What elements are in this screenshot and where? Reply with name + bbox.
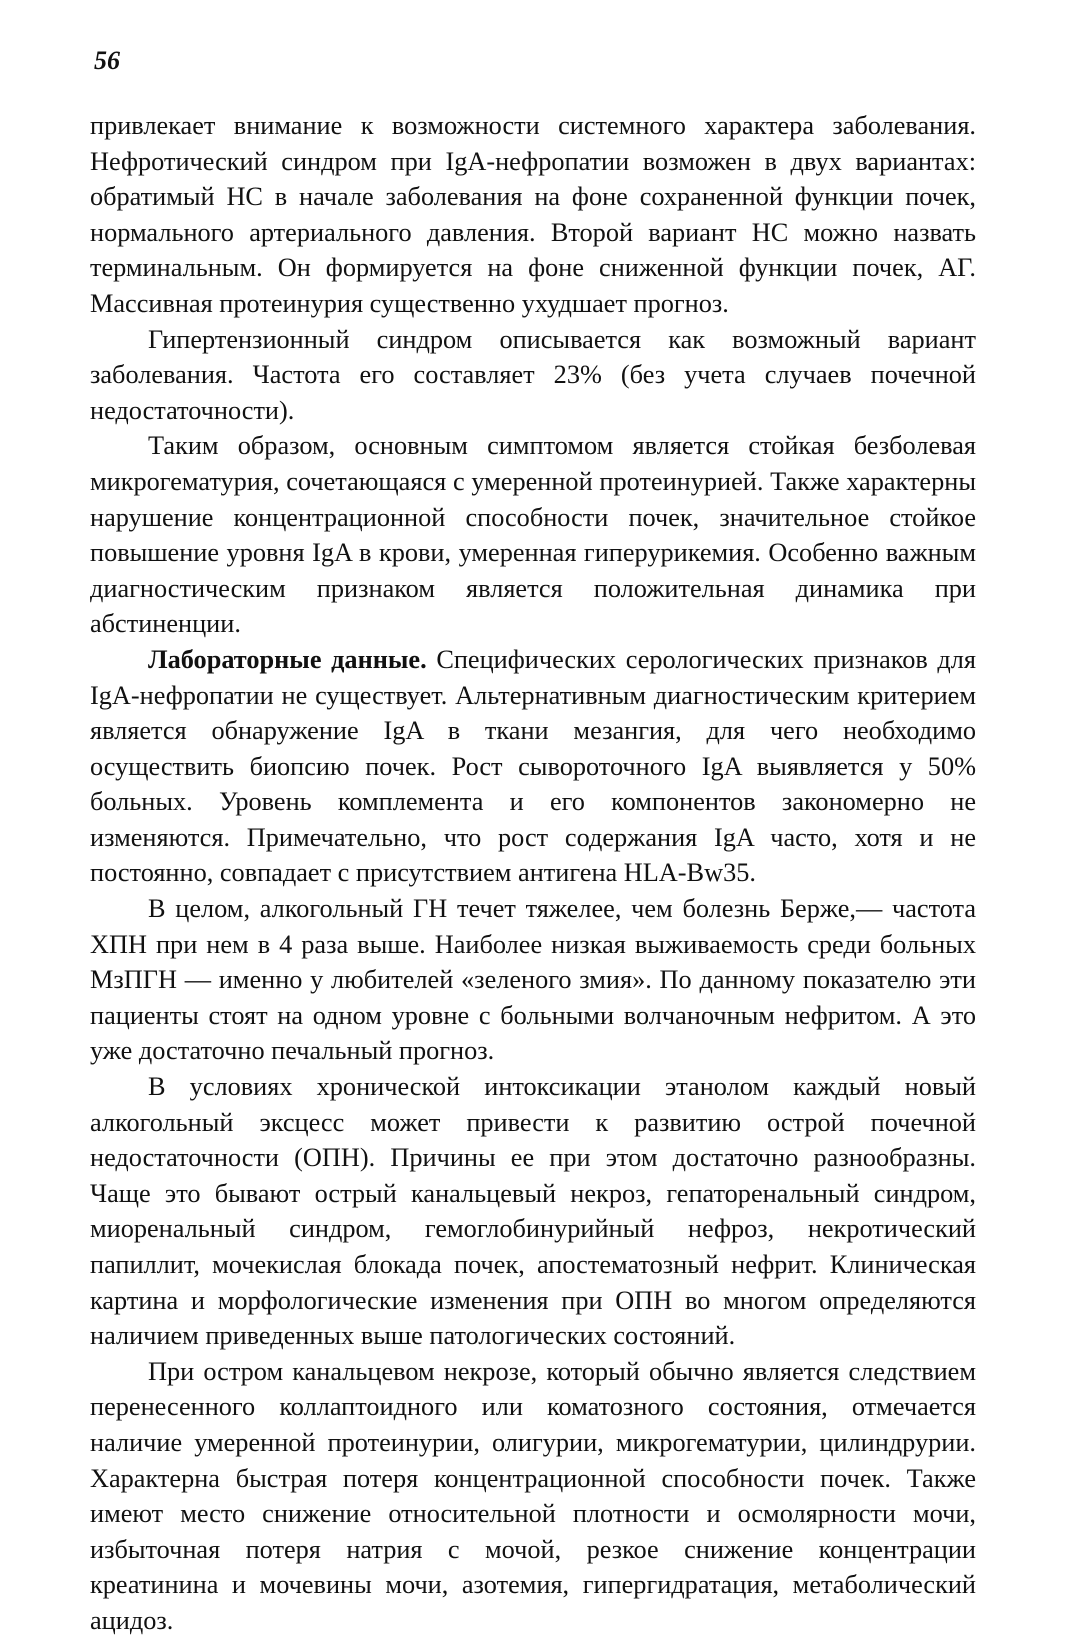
paragraph-1 [90,108,976,322]
paragraph-text: В условиях хронической интоксикации этанолом каждый новый алкогольный эксцесс может привести к развитию острой почечной недостаточности (ОПН). Причины ее при этом достаточно разнообразны. Чаще это бывают острый канальцевый некроз, гепаторенальный синдром, миоренальный синдром, гемоглобинурийный нефроз, некротический папиллит, мочекислая блокада почек, апостематозный нефрит. Клиническая картина и морфологические изменения при ОПН во многом определяются наличием приведенных выше патологических состояний. [90,1072,976,1351]
paragraph-text: Специфических серологических признаков для IgA-нефропатии не существует. Альтернативным диагностическим критерием является обнаружение IgA в ткани мезангия, для чего необходимо осуществить биопсию почек. Рост сывороточного IgA выявляется у 50% больных. Уровень комплемента и его компонентов закономерно не изменяются. Примечательно, что рост содержания IgA часто, хотя и не постоянно, совпадает с присутствием антигена HLA-Bw35. [90,644,977,888]
paragraph-6 [90,1069,976,1354]
paragraph-text: привлекает внимание к возможности системного характера заболевания. Нефротический синдром при IgA-нефропатии возможен в двух вариантах: обратимый НС в начале заболевания на фоне сохраненной функции почек, нормального артериального давления. Второй вариант НС можно назвать терминальным. Он формируется на фоне сниженной функции почек, АГ. Массивная протеинурия существенно ухудшает прогноз. [90,111,976,318]
paragraph-7 [90,1354,976,1639]
paragraph-text: При остром канальцевом некрозе, который обычно является следствием перенесенного коллаптоидного или коматозного состояния, отмечается наличие умеренной протеинурии, олигурии, микрогематурии, цилиндрурии. Характерна быстрая потеря концентрационной способности почек. Также имеют место снижение относительной плотности и осмолярности мочи, избыточная потеря натрия с мочой, резкое снижение концентрации креатинина и мочевины мочи, азотемия, гипергидратация, метаболический ацидоз. [90,1356,976,1635]
paragraph-text: Гипертензионный синдром описывается как возможный вариант заболевания. Частота его составляет 23% (без учета случаев почечной недостаточности). [90,324,976,425]
page-number: 56 [94,46,120,75]
paragraph-4 [90,642,976,891]
section-heading-lab-data: Лабораторные данные. [148,644,427,674]
paragraph-5 [90,891,976,1069]
paragraph-text: Таким образом, основным симптомом является стойкая безболевая микрогематурия, сочетающаяся с умеренной протеинурией. Также характерны нарушение концентрационной способности почек, значительное стойкое повышение уровня IgA в крови, умеренная гиперурикемия. Особенно важным диагностическим признаком является положительная динамика при абстиненции. [90,431,976,639]
paragraph-2 [90,322,976,429]
paragraph-3 [90,428,976,642]
body-text [90,108,976,1639]
paragraph-text: В целом, алкогольный ГН течет тяжелее, чем болезнь Берже,— частота ХПН при нем в 4 раза выше. Наиболее низкая выживаемость среди больных МзПГН — именно у любителей «зеленого змия». По данному показателю эти пациенты стоят на одном уровне с больными волчаночным нефритом. А это уже достаточно печальный прогноз. [90,894,976,1066]
